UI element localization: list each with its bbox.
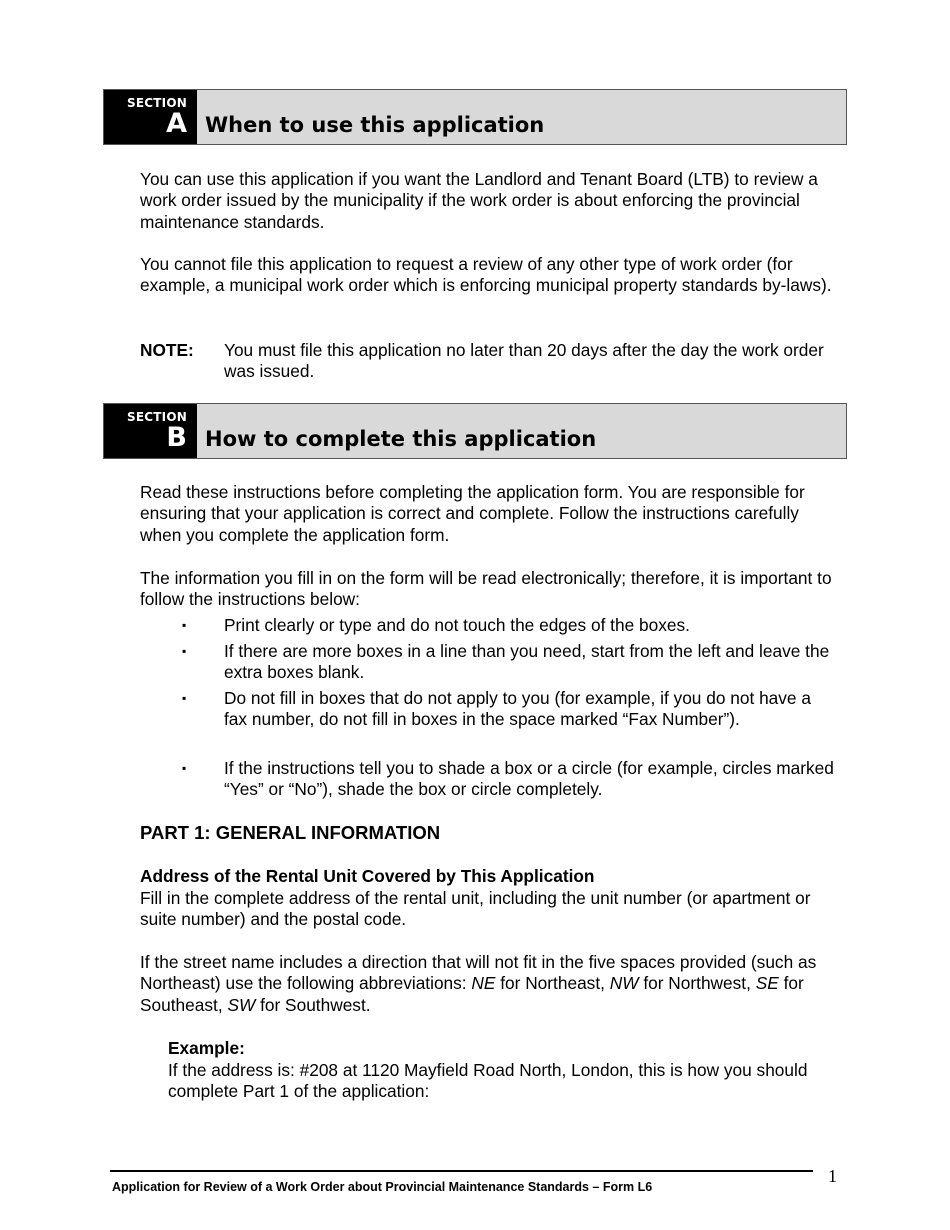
note-text: You must file this application no later than 20 days after the day the work order was issued.	[224, 340, 824, 382]
text-run: If the street name includes a direction that will not fit in the five spaces provided (such as Northeast) use the following abbreviations:	[140, 952, 817, 994]
section-label: SECTION	[127, 410, 187, 424]
bullet-marker: ▪	[182, 618, 187, 632]
example-label: Example:	[168, 1038, 245, 1058]
section-a-paragraph-2: You cannot file this application to request a review of any other type of work order (for example, a municipal work order which is enforcing municipal property standards by-laws).	[140, 254, 832, 296]
text-run: for Southeast,	[140, 973, 804, 1015]
section-label: SECTION	[127, 96, 187, 110]
section-b-badge	[104, 404, 197, 458]
address-heading: Address of the Rental Unit Covered by This Application	[140, 866, 595, 886]
bullet-marker: ▪	[182, 644, 187, 658]
section-b-paragraph-1: Read these instructions before completing the application form. You are responsible for ensuring that your application is correct and complete. Follow the instructions carefully when you complete the application form.	[140, 482, 805, 545]
section-a-title: When to use this application	[205, 113, 545, 137]
section-b-header	[103, 403, 847, 459]
text-run: for Northwest,	[638, 973, 756, 994]
bullet-marker: ▪	[182, 761, 187, 775]
list-item: Print clearly or type and do not touch the edges of the boxes.	[224, 615, 690, 635]
section-a-paragraph-1: You can use this application if you want the Landlord and Tenant Board (LTB) to review a work order issued by the municipality if the work order is about enforcing the provincial maintenance standards.	[140, 169, 818, 232]
section-letter: B	[166, 422, 187, 453]
example-text: If the address is: #208 at 1120 Mayfield Road North, London, this is how you should complete Part 1 of the application:	[168, 1060, 808, 1102]
abbrev-se: SE	[755, 973, 779, 994]
list-item: If there are more boxes in a line than you need, start from the left and leave the extra boxes blank.	[224, 641, 830, 683]
section-a-badge	[104, 90, 197, 144]
section-letter: A	[166, 108, 187, 139]
abbrev-sw: SW	[227, 994, 256, 1015]
list-item: If the instructions tell you to shade a box or a circle (for example, circles marked “Yes” or “No”), shade the box or circle completely.	[224, 758, 834, 800]
text-run: for Southwest.	[255, 994, 371, 1015]
section-a-header	[103, 89, 847, 145]
note-label: NOTE:	[140, 340, 194, 360]
part-1-heading: PART 1: GENERAL INFORMATION	[140, 822, 441, 843]
section-b-title: How to complete this application	[205, 427, 597, 451]
address-instructions: Fill in the complete address of the rental unit, including the unit number (or apartment or suite number) and the postal code.	[140, 888, 811, 930]
footer-rule	[110, 1170, 813, 1172]
footer-form-title: Application for Review of a Work Order about Provincial Maintenance Standards – Form L6	[112, 1180, 653, 1194]
section-b-paragraph-2: The information you fill in on the form will be read electronically; therefore, it is important to follow the instructions below:	[140, 568, 832, 610]
direction-abbreviations-paragraph	[140, 952, 840, 1016]
abbrev-nw: NW	[609, 973, 639, 994]
text-run: for Northeast,	[495, 973, 610, 994]
abbrev-ne: NE	[471, 973, 496, 994]
list-item: Do not fill in boxes that do not apply to you (for example, if you do not have a fax number, do not fill in boxes in the space marked “Fax Number”).	[224, 688, 811, 730]
page-number: 1	[828, 1166, 837, 1186]
bullet-marker: ▪	[182, 691, 187, 705]
